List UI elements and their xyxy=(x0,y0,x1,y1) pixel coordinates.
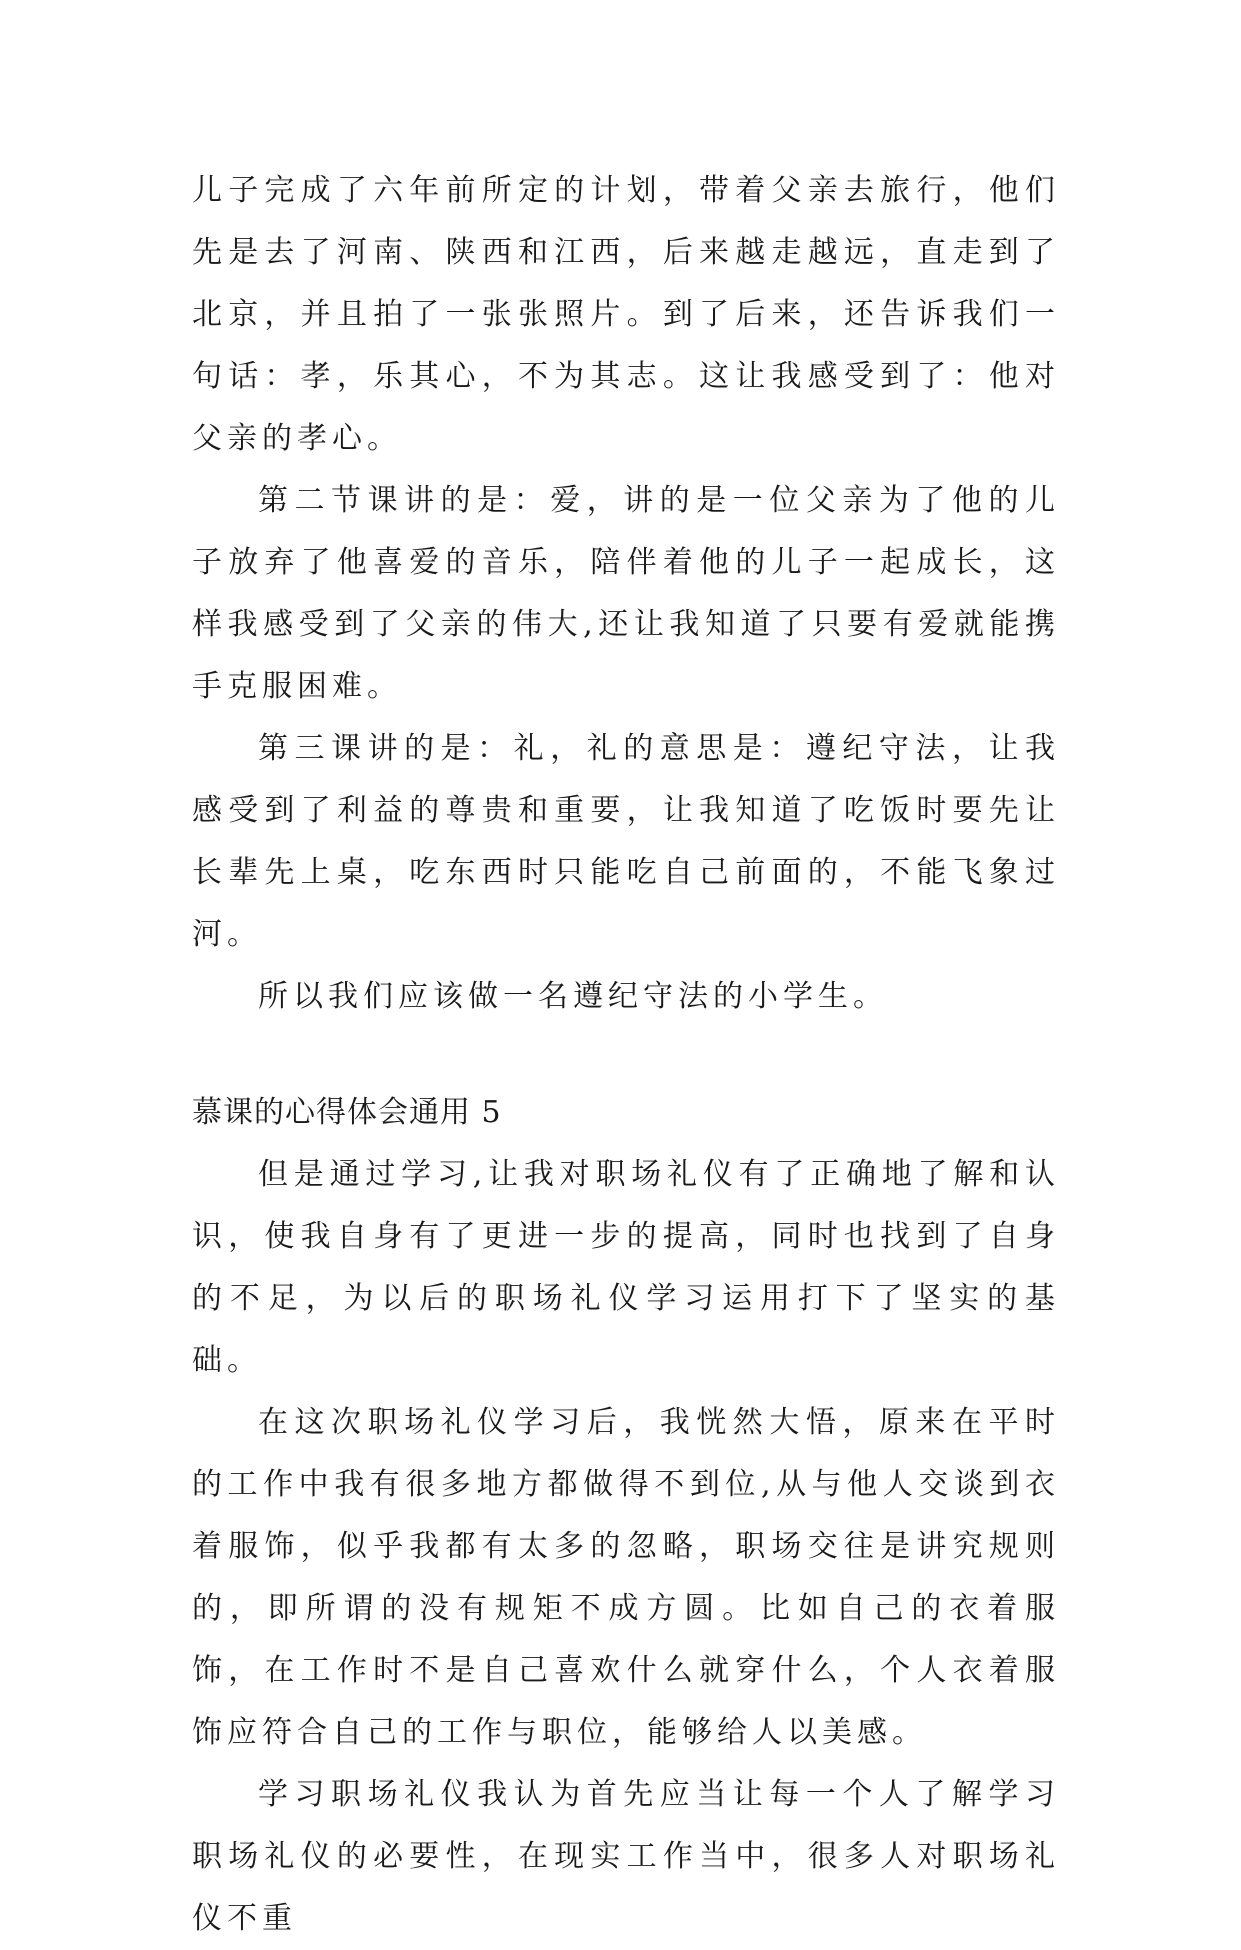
paragraph-love: 第二节课讲的是：爱，讲的是一位父亲为了他的儿子放弃了他喜爱的音乐，陪伴着他的儿子一起成长，这样我感受到了父亲的伟大,还让我知道了只要有爱就能携手克服困难。 xyxy=(192,483,1060,704)
paragraph-etiquette: 第三课讲的是：礼，礼的意思是：遵纪守法，让我感受到了利益的尊贵和重要，让我知道了吃饭时要先让长辈先上桌，吃东西时只能吃自己前面的，不能飞象过河。 xyxy=(192,731,1060,952)
section-heading: 慕课的心得体会通用 5 xyxy=(192,1095,502,1130)
document-body xyxy=(192,160,1060,1950)
paragraph-workplace-realization: 在这次职场礼仪学习后，我恍然大悟，原来在平时的工作中我有很多地方都做得不到位,从与他人交谈到衣着服饰，似乎我都有太多的忽略，职场交往是讲究规则的，即所谓的没有规矩不成方圆。比如自己的衣着服饰，在工作时不是自己喜欢什么就穿什么，个人衣着服饰应符合自己的工作与职位，能够给人以美感。 xyxy=(192,1405,1060,1750)
paragraph-workplace-intro: 但是通过学习,让我对职场礼仪有了正确地了解和认识，使我自身有了更进一步的提高，同时也找到了自身的不足，为以后的职场礼仪学习运用打下了坚实的基础。 xyxy=(192,1157,1060,1378)
paragraph-conclusion: 所以我们应该做一名遵纪守法的小学生。 xyxy=(258,979,888,1014)
paragraph-filial-piety: 儿子完成了六年前所定的计划，带着父亲去旅行，他们先是去了河南、陕西和江西，后来越走越远，直走到了北京，并且拍了一张张照片。到了后来，还告诉我们一句话：孝，乐其心，不为其志。这让我感受到了：他对父亲的孝心。 xyxy=(192,173,1060,456)
paragraph-workplace-necessity: 学习职场礼仪我认为首先应当让每一个人了解学习职场礼仪的必要性，在现实工作当中，很多人对职场礼仪不重 xyxy=(192,1777,1060,1936)
